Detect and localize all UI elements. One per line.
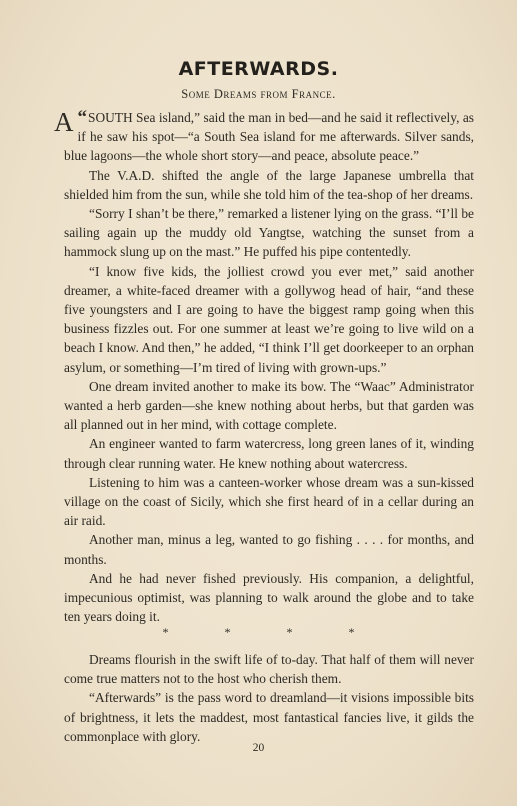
subtitle: Some Dreams from France. bbox=[181, 87, 336, 101]
closing-paragraph: Dreams flourish in the swift life of to-day. That half of them will never come true matters not to the host who cherish them. bbox=[64, 652, 474, 687]
page-title: AFTERWARDS. bbox=[178, 58, 339, 80]
paragraph: An engineer wanted to farm watercress, long green lanes of it, winding through clear running water. He knew nothing about watercress. bbox=[64, 436, 474, 471]
opening-paragraph bbox=[54, 107, 474, 166]
page-number: 20 bbox=[252, 742, 265, 754]
closing-text bbox=[64, 650, 474, 746]
opening-quote-mark: “ bbox=[77, 107, 87, 128]
paragraph: And he had never fished previously. His companion, a delightful, impecunious optimist, was planning to walk around the globe and to take ten years doing it. bbox=[64, 570, 474, 625]
separator-asterisk: * bbox=[224, 625, 231, 639]
body-text bbox=[54, 107, 474, 626]
paragraph: “Sorry I shan’t be there,” remarked a listener lying on the grass. “I’ll be sailing again up the muddy old Yangtse, watching the sunset from a hammock slung up on the mast.” He puffed his pipe contentedly. bbox=[64, 206, 474, 260]
paragraph: One dream invited another to make its bow. The “Waac” Administrator wanted a herb garden—she knew nothing about herbs, but that garden was all planned out in her mind, with cottage complete. bbox=[64, 378, 474, 433]
opening-text: SOUTH Sea island,” said the man in bed—and he said it reflectively, as if he saw his spot—“a South Sea island for me afterwards. Silver sands, blue lagoons—the whole short story—and peace, absolute peace.” bbox=[64, 110, 474, 164]
paragraph: The V.A.D. shifted the angle of the large Japanese umbrella that shielded him from the sun, while she told him of the tea-shop of her dreams. bbox=[64, 167, 474, 202]
paragraph: Another man, minus a leg, wanted to go fishing . . . . for months, and months. bbox=[64, 532, 474, 567]
separator-asterisk: * bbox=[286, 625, 293, 639]
paragraph: “I know five kids, the jolliest crowd you ever met,” said another dreamer, a white-faced dreamer with a gollywog head of hair, “and these five youngsters and I are going to have the biggest ramp going when this business fizzles out. For one summer at least we’re going to live wild on a beach I know. And then,” he added, “I think I’ll get doorkeeper to an orphan asylum, or something—I’m tired of living with grown-ups.” bbox=[64, 263, 474, 375]
separator-asterisk: * bbox=[348, 625, 355, 639]
paragraph: Listening to him was a canteen-worker whose dream was a sun-kissed village on the coast of Sicily, which she first heard of in a cellar during an air raid. bbox=[64, 474, 474, 529]
drop-cap: A bbox=[54, 107, 74, 137]
section-separator bbox=[0, 625, 517, 640]
separator-asterisk: * bbox=[162, 625, 169, 639]
closing-paragraph: “Afterwards” is the pass word to dreamland—it visions impossible bits of brightness, it lets the maddest, most fantastical fancies live, it gilds the commonplace with glory. bbox=[64, 690, 474, 744]
